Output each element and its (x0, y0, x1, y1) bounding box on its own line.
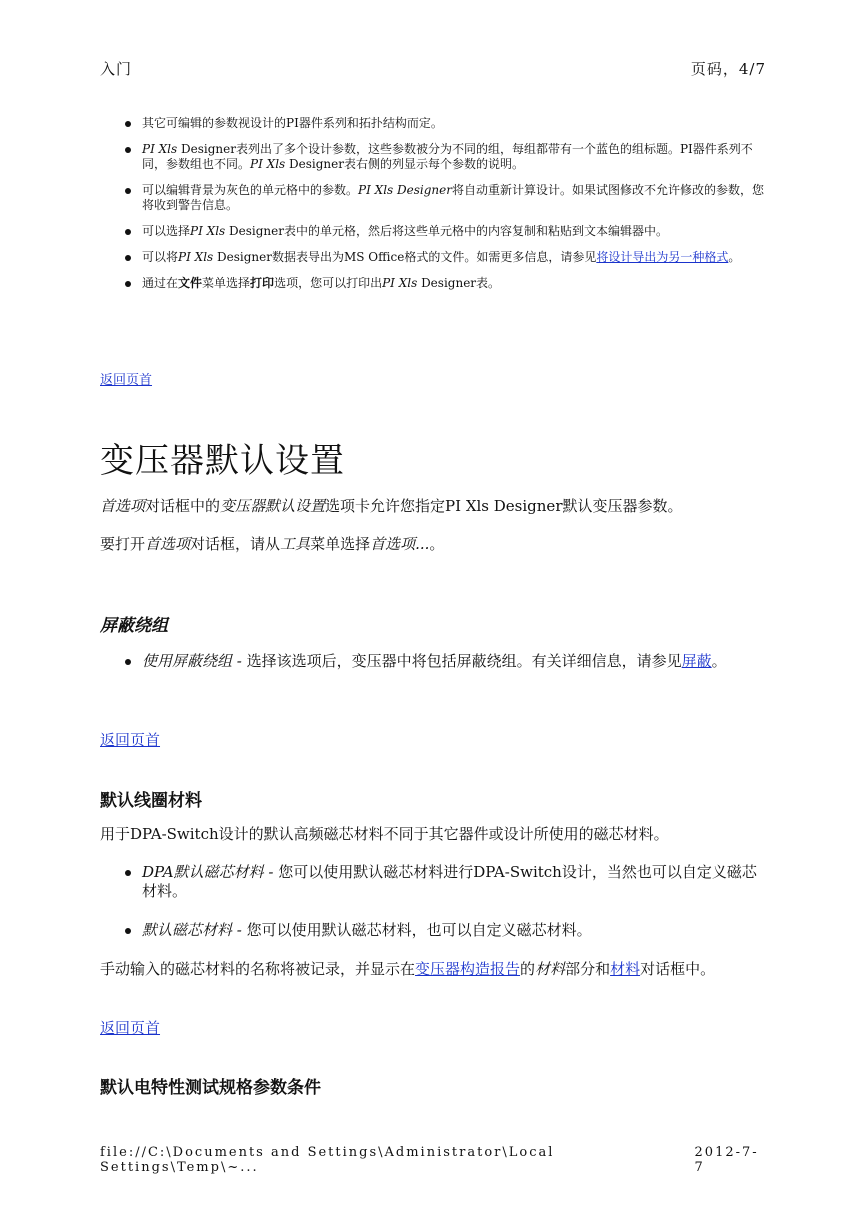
page-footer (100, 1145, 766, 1175)
coil-note-paragraph: 手动输入的磁芯材料的名称将被记录，并显示在变压器构造报告的材料部分和材料对话框中。 (100, 960, 716, 978)
shield-list (100, 652, 768, 671)
list-item: 其它可编辑的参数视设计的PI器件系列和拓扑结构而定。 (100, 116, 768, 131)
electrical-test-heading: 默认电特性测试规格参数条件 (100, 1078, 321, 1098)
list-item: 可以编辑背景为灰色的单元格中的参数。PI Xls Designer将自动重新计算设计。如果试图修改不允许修改的参数，您将收到警告信息。 (100, 183, 768, 213)
list-item: 可以选择PI Xls Designer表中的单元格，然后将这些单元格中的内容复制和粘贴到文本编辑器中。 (100, 224, 768, 239)
transformer-report-link[interactable]: 变压器构造报告 (415, 960, 521, 978)
open-dialog-paragraph: 要打开首选项对话框，请从工具菜单选择首选项...。 (100, 535, 445, 553)
list-item: 使用屏蔽绕组 - 选择该选项后，变压器中将包括屏蔽绕组。有关详细信息，请参见屏蔽。 (100, 652, 768, 671)
material-link[interactable]: 材料 (610, 960, 641, 978)
coil-list (100, 863, 768, 940)
coil-description: 用于DPA-Switch设计的默认高频磁芯材料不同于其它器件或设计所使用的磁芯材料。 (100, 825, 669, 843)
back-to-top-link[interactable]: 返回页首 (100, 373, 153, 388)
list-item: 可以将PI Xls Designer数据表导出为MS Office格式的文件。如需更多信息，请参见将设计导出为另一种格式。 (100, 250, 768, 265)
intro-paragraph: 首选项对话框中的变压器默认设置选项卡允许您指定PI Xls Designer默认变压器参数。 (100, 497, 683, 515)
header-page-number: 页码，4/7 (690, 60, 766, 78)
page-title: 变压器默认设置 (100, 441, 345, 481)
export-format-link[interactable]: 将设计导出为另一种格式 (596, 250, 729, 264)
print-date: 2012-7-7 (694, 1145, 759, 1175)
header-section-title: 入门 (100, 60, 133, 78)
shield-link[interactable]: 屏蔽 (681, 652, 712, 670)
list-item: 通过在文件菜单选择打印选项，您可以打印出PI Xls Designer表。 (100, 276, 768, 291)
feature-bullet-list (100, 116, 768, 302)
list-item: DPA默认磁芯材料 - 您可以使用默认磁芯材料进行DPA-Switch设计，当然也可以自定义磁芯材料。 (100, 863, 768, 901)
list-item: 默认磁芯材料 - 您可以使用默认磁芯材料，也可以自定义磁芯材料。 (100, 921, 768, 940)
file-path: file://C:\Documents and Settings\Administrator\Local Settings\Temp\~... (100, 1145, 555, 1175)
coil-material-heading: 默认线圈材料 (100, 791, 202, 811)
shield-winding-heading: 屏蔽绕组 (100, 616, 168, 636)
list-item: PI Xls Designer表列出了多个设计参数，这些参数被分为不同的组，每组都带有一个蓝色的组标题。PI器件系列不同，参数组也不同。PI Xls Designer表右侧的列显示每个参数的说明。 (100, 142, 768, 172)
back-to-top-link[interactable]: 返回页首 (100, 731, 161, 749)
back-to-top-link[interactable]: 返回页首 (100, 1019, 161, 1037)
